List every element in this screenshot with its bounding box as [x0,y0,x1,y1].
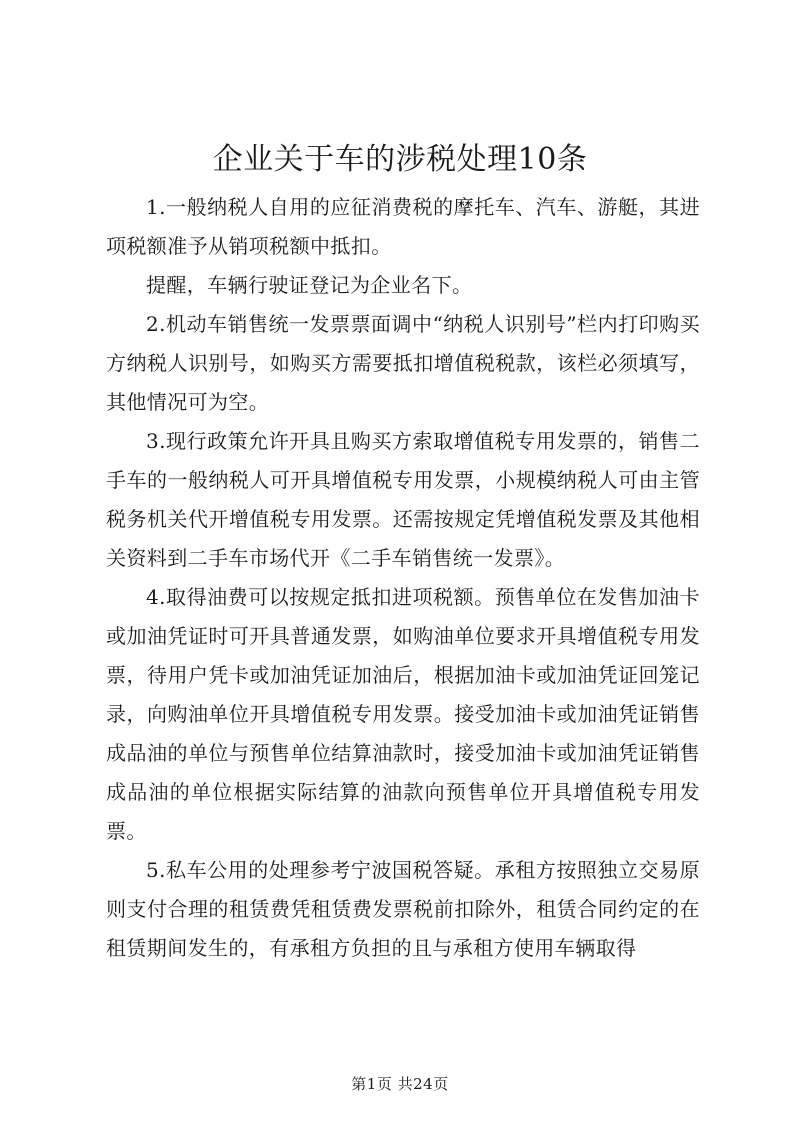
paragraph-2: 2.机动车销售统一发票票面调中“纳税人识别号”栏内打印购买方纳税人识别号，如购买方需要抵扣增值税税款，该栏必须填写，其他情况可为空。 [106,312,700,414]
paragraph-reminder: 提醒，车辆行驶证登记为企业名下。 [146,273,473,297]
paragraph-1: 1.一般纳税人自用的应征消费税的摩托车、汽车、游艇，其进项税额准予从销项税额中抵扣。 [106,195,700,258]
document-body [106,188,700,968]
paragraph-4: 4.取得油费可以按规定抵扣进项税额。预售单位在发售加油卡或加油凭证时可开具普通发票，如购油单位要求开具增值税专用发票，待用户凭卡或加油凭证加油后，根据加油卡或加油凭证回笼记录，向购油单位开具增值税专用发票。接受加油卡或加油凭证销售成品油的单位与预售单位结算油款时，接受加油卡或加油凭证销售成品油的单位根据实际结算的油款向预售单位开具增值税专用发票。 [106,585,700,843]
paragraph-3: 3.现行政策允许开具且购买方索取增值税专用发票的，销售二手车的一般纳税人可开具增值税专用发票，小规模纳税人可由主管税务机关代开增值税专用发票。还需按规定凭增值税发票及其他相关资料到二手车市场代开《二手车销售统一发票》。 [106,429,700,570]
page-footer: 第1页 共24页 [351,1075,449,1093]
document-title: 企业关于车的涉税处理10条 [212,142,588,177]
paragraph-5: 5.私车公用的处理参考宁波国税答疑。承租方按照独立交易原则支付合理的租赁费凭租赁费发票税前扣除外，租赁合同约定的在租赁期间发生的，有承租方负担的且与承租方使用车辆取得 [106,858,700,960]
